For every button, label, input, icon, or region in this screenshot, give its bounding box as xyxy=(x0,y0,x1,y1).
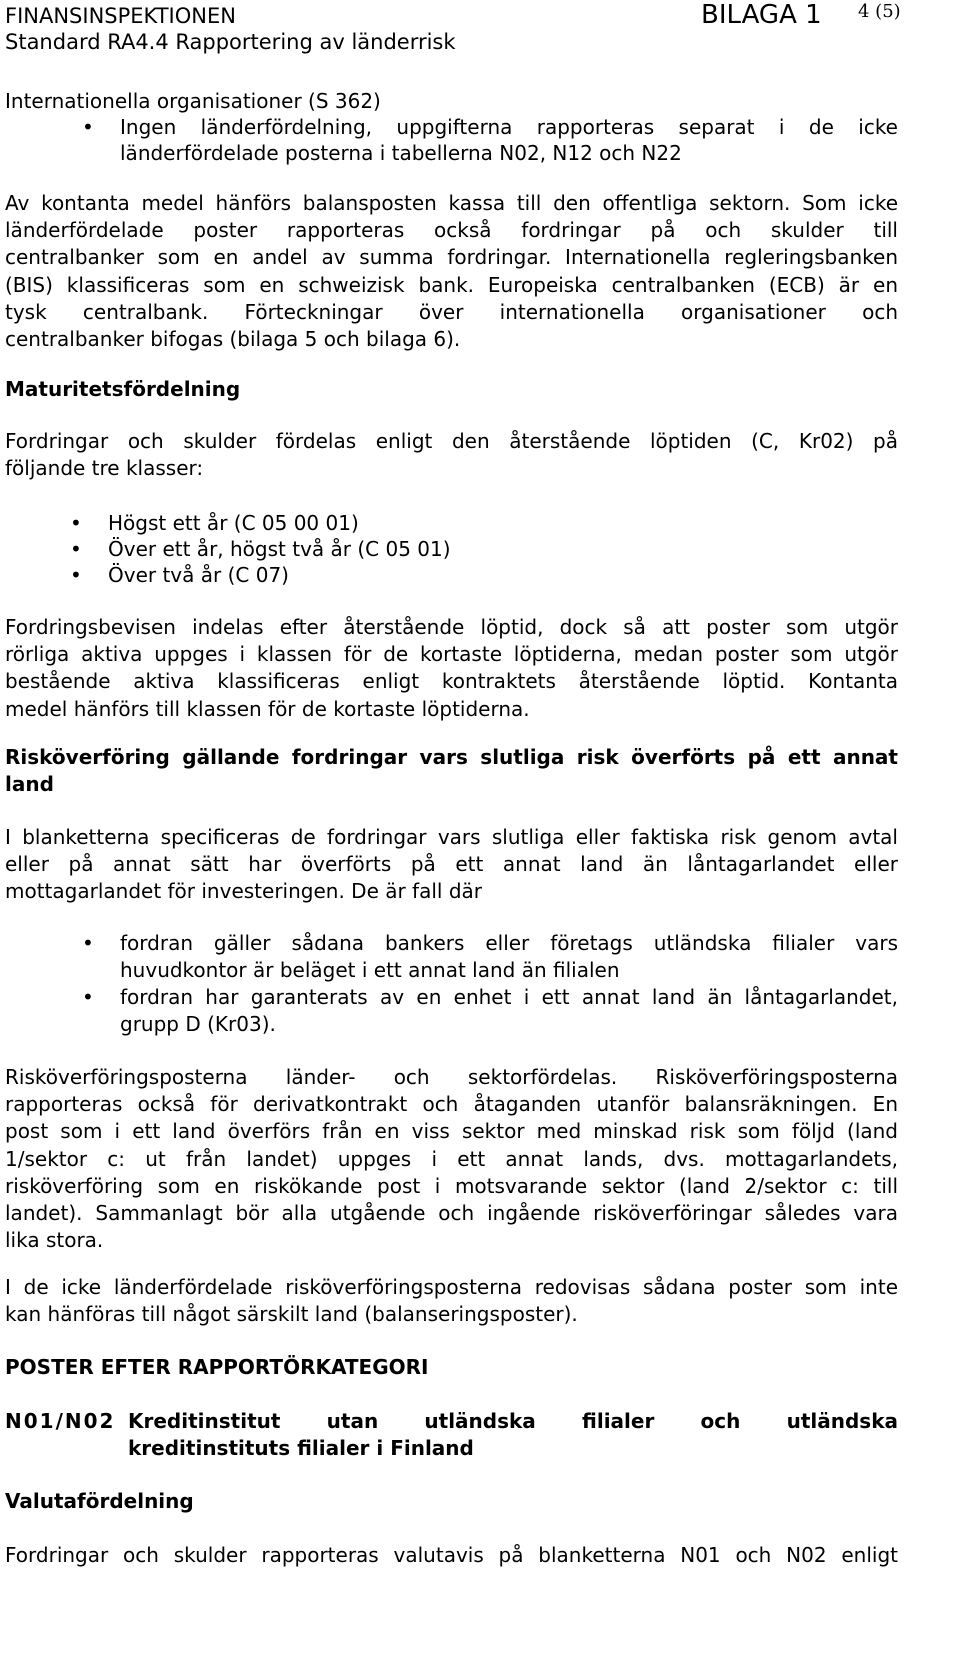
maturitet-intro: Fordringar och skulder fördelas enligt den återstående löptiden (C, Kr02) på följande tre klasser: xyxy=(5,429,898,481)
risk-bullet-1: fordran gäller sådana bankers eller företags utländska filialer vars huvudkontor är beläget i ett annat land än filialen xyxy=(120,931,898,983)
maturity-item: Högst ett år (C 05 00 01) xyxy=(108,511,359,535)
poster-title: Kreditinstitut utan utländska filialer och utländska kreditinstituts filialer i Finland xyxy=(128,1409,898,1461)
risk-bullet-2: fordran har garanterats av en enhet i ett annat land än låntagarlandet, grupp D (Kr03). xyxy=(120,985,898,1037)
bullet-icon: • xyxy=(82,115,94,139)
maturity-item: Över ett år, högst två år (C 05 01) xyxy=(108,537,451,561)
paragraph-kontanta: Av kontanta medel hänförs balansposten kassa till den offentliga sektorn. Som icke länderfördelade poster rapporteras också fordringar på och skulder till centralbanker som en andel av summa fordringar. Internationella regleringsbanken (BIS) klassificeras som en schweizisk bank. Europeiska centralbanken (ECB) är en tysk centralbank. Förteckningar över internationella organisationer och centralbanker bifogas (bilaga 5 och bilaga 6). xyxy=(5,191,898,352)
heading-poster: POSTER EFTER RAPPORTÖRKATEGORI xyxy=(5,1355,429,1379)
paragraph-balanseringsposter: I de icke länderfördelade risköverföringsposterna redovisas sådana poster som inte kan hänföras till något särskilt land (balanseringsposter). xyxy=(5,1275,898,1327)
heading-valutafordelning: Valutafördelning xyxy=(5,1489,194,1513)
maturity-item: Över två år (C 07) xyxy=(108,563,289,587)
bullet-icon: • xyxy=(82,985,94,1009)
header-page: 4 (5) xyxy=(858,1,901,22)
bullet-icon: • xyxy=(70,511,82,535)
intl-org-line: Internationella organisationer (S 362) xyxy=(5,89,381,113)
intl-org-bullet-text: Ingen länderfördelning, uppgifterna rapporteras separat i de icke länderfördelade posterna i tabellerna N02, N12 och N22 xyxy=(120,115,898,165)
paragraph-fordringsbevis: Fordringsbevisen indelas efter återstående löptid, dock så att poster som utgör rörliga aktiva uppges i klassen för de kortaste löptiderna, medan poster som utgör bestående aktiva klassificeras enligt kontraktets återstående löptid. Kontanta medel hänförs till klassen för de kortaste löptiderna. xyxy=(5,615,898,721)
paragraph-blanketterna: I blanketterna specificeras de fordringar vars slutliga eller faktiska risk genom avtal eller på annat sätt har överförts på ett annat land än låntagarlandet eller mottagarlandet för investeringen. De är fall där xyxy=(5,825,898,904)
heading-maturitet: Maturitetsfördelning xyxy=(5,377,241,401)
bullet-icon: • xyxy=(82,931,94,955)
poster-code: N01/N02 xyxy=(5,1409,116,1433)
header-org: FINANSINSPEKTIONEN xyxy=(5,4,236,28)
heading-riskoverforing: Risköverföring gällande fordringar vars slutliga risk överförts på ett annat land xyxy=(5,745,898,797)
bullet-icon: • xyxy=(70,563,82,587)
header-bilaga: BILAGA 1 xyxy=(701,0,822,30)
paragraph-valuta: Fordringar och skulder rapporteras valutavis på blanketterna N01 och N02 enligt xyxy=(5,1543,898,1567)
paragraph-riskoverforingsposterna: Risköverföringsposterna länder- och sektorfördelas. Risköverföringsposterna rapporteras också för derivatkontrakt och åtaganden utanför balansräkningen. En post som i ett land överförs från en viss sektor med minskad risk som följd (land 1/sektor c: ut från landet) uppges i ett annat lands, dvs. mottagarlandets, risköverföring som en riskökande post i motsvarande sektor (land 2/sektor c: till landet). Sammanlagt bör alla utgående och ingående risköverföringar således vara lika stora. xyxy=(5,1065,898,1253)
header-standard: Standard RA4.4 Rapportering av länderrisk xyxy=(5,30,456,54)
bullet-icon: • xyxy=(70,537,82,561)
